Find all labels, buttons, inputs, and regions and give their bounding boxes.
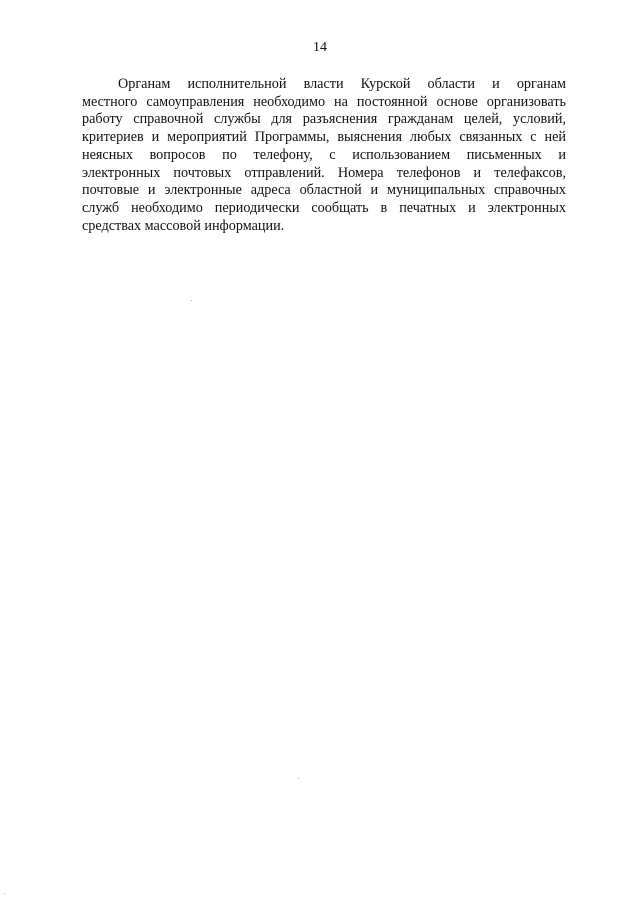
body-paragraph [82,76,566,235]
paragraph-line: неясных вопросов по телефону, с использованием письменных и [82,146,566,163]
paragraph-line: Органам исполнительной власти Курской области и органам [118,76,566,92]
scan-speck [191,300,192,301]
paragraph-line: почтовые и электронные адреса областной и муниципальных справочных [82,182,566,199]
paragraph-line: средствах массовой информации. [82,217,285,234]
paragraph-line: критериев и мероприятий Программы, выяснения любых связанных с ней [82,129,566,146]
scan-speck [298,778,299,779]
paragraph-line: служб необходимо периодически сообщать в печатных и электронных [82,199,566,216]
paragraph-line: работу справочной службы для разъяснения гражданам целей, условий, [82,111,566,128]
paragraph-line: электронных почтовых отправлений. Номера телефонов и телефаксов, [82,164,566,181]
paragraph-line: местного самоуправления необходимо на постоянной основе организовать [82,93,566,110]
page-number: 14 [313,40,327,55]
scan-speck [4,893,5,894]
